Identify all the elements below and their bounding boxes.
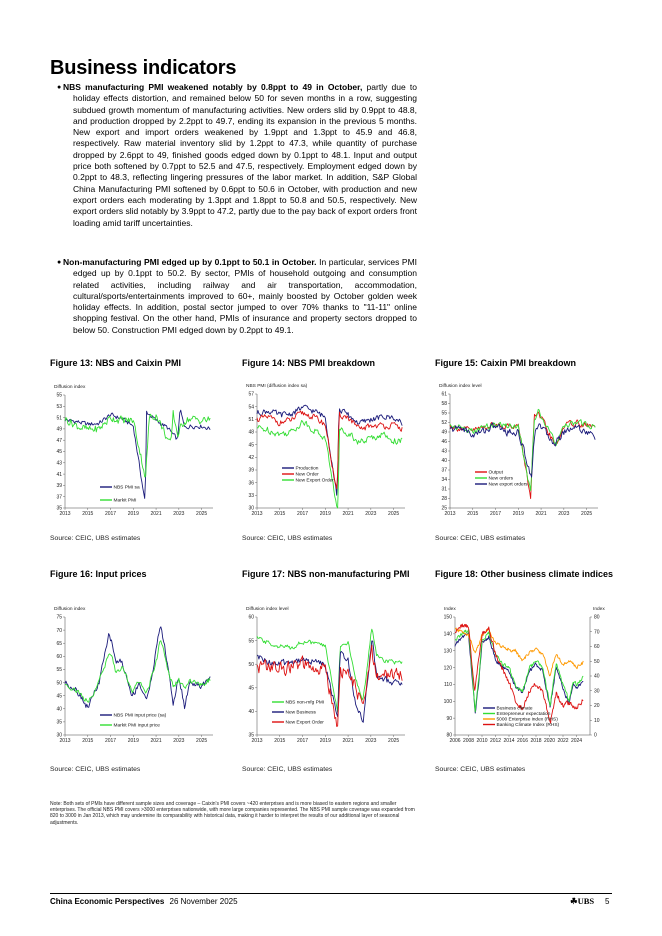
y2-tick-label: 80	[594, 614, 600, 621]
ubs-keys-icon: ☘	[570, 896, 578, 906]
y-tick-label: 140	[443, 631, 452, 638]
x-tick-label: 2023	[365, 738, 377, 744]
y-tick-label: 130	[443, 648, 452, 655]
y-tick-label: 54	[248, 404, 254, 411]
bullet-lead: Non-manufacturing PMI edged up by 0.1ppt to 50.1 in October.	[63, 257, 317, 267]
x-tick-label: 2017	[296, 738, 309, 744]
legend-label: Markit PMI	[113, 498, 137, 504]
y-tick-label: 50	[248, 661, 254, 668]
figure-15-chart	[435, 380, 605, 520]
x-tick-label: 2019	[319, 511, 331, 517]
y2-tick-label: 50	[594, 658, 600, 665]
y-tick-label: 60	[56, 654, 62, 661]
y2-tick-label: 0	[594, 732, 597, 739]
y-tick-label: 60	[248, 614, 254, 621]
y-tick-label: 47	[56, 437, 62, 444]
legend-label: Markit PMI input price	[113, 723, 160, 729]
x-tick-label: 2017	[104, 511, 117, 517]
y-tick-label: 42	[248, 455, 254, 462]
figure-15-source: Source: CEIC, UBS estimates	[435, 535, 526, 542]
y-tick-label: 50	[56, 680, 62, 687]
y-axis-label: Diffusion index level	[439, 384, 482, 389]
x-tick-label: 2015	[274, 738, 286, 744]
footer-rule	[50, 893, 612, 894]
y-tick-label: 100	[443, 698, 452, 705]
x-tick-label: 2020	[543, 738, 556, 744]
x-tick-label: 2024	[570, 738, 583, 744]
legend-label: New Export Order	[295, 478, 334, 484]
y-tick-label: 80	[446, 732, 452, 739]
series-line-nbs-pmi-input-price-sa-	[65, 627, 210, 709]
x-tick-label: 2010	[476, 738, 488, 744]
bullet-body: In particular, services PMI edged up by 0.1ppt to 50.2. By sector, PMIs of household outgoing and consumption related activities, including railway and air transportation, accommodation, cultural/sports/entertainments improved to 60+, mainly boosted by October golden week holiday effects. In addition, postal sector jumped to over 70% thanks to "11-11" online shopping festival. On the other hand, PMIs of insurance and property sectors dropped to below 50. Construction PMI edged down by 0.2ppt to 49.1.	[73, 257, 418, 335]
figure-16-title: Figure 16: Input prices	[50, 569, 147, 579]
series-line-new-order	[257, 411, 402, 489]
x-tick-label: 2023	[173, 511, 185, 517]
y-tick-label: 43	[56, 460, 62, 467]
y-tick-label: 33	[248, 493, 254, 500]
figure-17-source: Source: CEIC, UBS estimates	[242, 766, 333, 773]
x-tick-label: 2021	[535, 511, 547, 517]
x-tick-label: 2013	[59, 738, 71, 744]
y-tick-label: 49	[56, 426, 62, 433]
publication-name: China Economic Perspectives	[50, 897, 165, 906]
y-tick-label: 55	[56, 667, 62, 674]
figure-18-chart	[435, 601, 610, 747]
y-tick-label: 36	[248, 480, 254, 487]
x-tick-label: 2015	[82, 511, 94, 517]
y-tick-label: 120	[443, 665, 452, 672]
y-tick-label: 35	[56, 719, 62, 726]
x-tick-label: 2025	[196, 738, 208, 744]
y-tick-label: 35	[248, 732, 254, 739]
figure-13-title: Figure 13: NBS and Caixin PMI	[50, 358, 182, 368]
figure-13-source: Source: CEIC, UBS estimates	[50, 535, 141, 542]
x-tick-label: 2019	[512, 511, 524, 517]
x-tick-label: 2019	[127, 738, 139, 744]
legend-label: Entrepreneur expectation	[496, 712, 551, 718]
y-tick-label: 58	[441, 401, 447, 408]
x-tick-label: 2013	[59, 511, 71, 517]
page-number: 5	[605, 897, 610, 906]
y2-tick-label: 10	[594, 717, 600, 724]
legend-label: NBS non-mfg PMI	[285, 700, 325, 706]
figure-16-source: Source: CEIC, UBS estimates	[50, 766, 141, 773]
x-tick-label: 2008	[462, 738, 475, 744]
x-tick-label: 2015	[467, 511, 479, 517]
legend-label: NBS PMI sa	[113, 485, 140, 491]
x-tick-label: 2022	[557, 738, 569, 744]
legend-label: Production	[295, 466, 319, 472]
series-line-new-business	[257, 641, 402, 722]
y-tick-label: 49	[441, 429, 447, 436]
figure-16-chart	[50, 603, 220, 747]
bullet-nonmanufacturing-pmi	[57, 257, 417, 336]
x-tick-label: 2021	[150, 511, 162, 517]
y2-tick-label: 30	[594, 688, 600, 695]
figure-15-title: Figure 15: Caixin PMI breakdown	[435, 358, 577, 368]
x-tick-label: 2017	[489, 511, 502, 517]
x-tick-label: 2012	[489, 738, 502, 744]
y2-tick-label: 40	[594, 673, 600, 680]
y-tick-label: 61	[441, 391, 447, 398]
figure-17-chart	[242, 603, 412, 747]
figure-14-source: Source: CEIC, UBS estimates	[242, 535, 333, 542]
y-tick-label: 37	[56, 494, 62, 501]
y-axis-label: Diffusion index	[54, 607, 86, 612]
y-axis-label: Index	[444, 607, 456, 612]
series-line-5000-enterprise-index-rhs-	[455, 628, 583, 676]
y-tick-label: 55	[56, 392, 62, 399]
y-tick-label: 45	[248, 685, 254, 692]
x-tick-label: 2013	[251, 738, 263, 744]
bullet-lead: NBS manufacturing PMI weakened notably by 0.8ppt to 49 in October,	[63, 82, 363, 92]
y2-tick-label: 70	[594, 629, 600, 636]
x-tick-label: 2006	[449, 738, 461, 744]
series-line-new-orders	[450, 409, 595, 490]
legend-label: New Export Order	[285, 720, 324, 726]
series-line-new-export-order	[257, 421, 402, 508]
x-tick-label: 2025	[196, 511, 208, 517]
x-tick-label: 2015	[82, 738, 94, 744]
x-tick-label: 2016	[516, 738, 529, 744]
brand-name: UBS	[577, 896, 595, 906]
y-tick-label: 53	[56, 404, 62, 410]
x-tick-label: 2021	[342, 511, 354, 517]
x-tick-label: 2019	[319, 738, 331, 744]
x-tick-label: 2014	[503, 738, 515, 744]
x-tick-label: 2025	[388, 511, 400, 517]
bullet-manufacturing-pmi	[57, 82, 417, 229]
series-line-markit-pmi-input-price	[65, 641, 210, 702]
x-tick-label: 2013	[444, 511, 456, 517]
legend-label: New Business	[285, 710, 316, 716]
figure-18-title: Figure 18: Other business climate indices	[435, 569, 614, 579]
legend-label: New Order	[295, 472, 319, 478]
y-tick-label: 51	[248, 417, 254, 424]
x-tick-label: 2015	[274, 511, 286, 517]
y-tick-label: 31	[441, 486, 447, 493]
x-tick-label: 2025	[388, 738, 400, 744]
bullet-body: partly due to holiday effects distortion, and remained below 50 for seven months in a row, suggesting subdued growth momentum of manufacturing activities. New orders slid by 0.9ppt to 48.8, and production dropped by 2.2ppt to 49.7, ending its expansion in the previous 5 months. New export and import orders weakened by 1.9ppt and 1.3ppt to 45.9 and 46.8, respectively. Raw material inventory slid by 1.2ppt to 47.3, while quantity of purchase dropped by 2.6ppt to 49, finished goods edged down by 0.1ppt to 48.1. Input and output price both softened by 0.7ppt to 52.5 and 47.5, respectively. Employment edged down by 0.2ppt to 48.3, reflecting lingering pressures of the labor market. In addition, S&P Global China Manufacturing PMI softened by 0.6ppt to 50.6 in October, with production and new export orders each moderating by 1.3ppt and 1.8ppt to 50.8 and 50.5, respectively. New export orders slid notably by 3.9ppt to 47.2, partly due to the pay back of export orders front loading amid tariff uncertainties.	[73, 82, 417, 228]
legend-label: New orders	[488, 476, 514, 482]
x-tick-label: 2019	[127, 511, 139, 517]
figure-13-chart	[50, 380, 220, 520]
legend-label: Output	[488, 470, 503, 476]
figure-17-title: Figure 17: NBS non-manufacturing PMI	[242, 569, 410, 579]
y-tick-label: 150	[443, 614, 452, 621]
y-tick-label: 30	[248, 505, 254, 512]
y-tick-label: 110	[444, 682, 452, 689]
y-tick-label: 55	[248, 638, 254, 645]
y2-tick-label: 60	[594, 644, 600, 651]
y-tick-label: 52	[441, 420, 447, 427]
y-tick-label: 55	[441, 410, 447, 417]
figure-18-source: Source: CEIC, UBS estimates	[435, 766, 526, 773]
y-tick-label: 25	[441, 505, 447, 512]
y-axis-label: Diffusion index	[54, 385, 86, 390]
figure-14-title: Figure 14: NBS PMI breakdown	[242, 358, 376, 368]
ubs-logo	[570, 896, 594, 907]
legend-label: Business climate	[496, 706, 533, 712]
y-tick-label: 75	[56, 614, 62, 621]
x-tick-label: 2017	[104, 738, 117, 744]
legend-label: 5000 Enterprise index (RHS)	[496, 717, 558, 723]
y-tick-label: 35	[56, 505, 62, 512]
y-axis-label: Diffusion index level	[246, 607, 289, 612]
y-tick-label: 51	[56, 415, 62, 422]
y-tick-label: 41	[56, 471, 62, 478]
y-tick-label: 39	[56, 483, 62, 490]
figure-14-chart	[242, 380, 412, 520]
y-tick-label: 45	[248, 442, 254, 449]
y-tick-label: 90	[446, 715, 452, 722]
y-tick-label: 57	[248, 391, 254, 398]
x-tick-label: 2023	[365, 511, 377, 517]
y-tick-label: 40	[248, 709, 254, 716]
legend-label: New export orders	[488, 482, 528, 488]
legend-label: Banking Climate Index (RHS)	[496, 723, 560, 729]
y-tick-label: 30	[56, 732, 62, 739]
x-tick-label: 2021	[342, 738, 354, 744]
y-tick-label: 40	[56, 706, 62, 713]
series-line-markit-pmi	[65, 410, 210, 477]
x-tick-label: 2018	[530, 738, 542, 744]
x-tick-label: 2017	[296, 511, 309, 517]
x-tick-label: 2023	[173, 738, 185, 744]
y-tick-label: 65	[56, 640, 62, 647]
publication-date: 26 November 2025	[169, 897, 238, 906]
y2-tick-label: 20	[594, 703, 600, 710]
y-tick-label: 70	[56, 627, 62, 634]
y-tick-label: 28	[441, 496, 447, 503]
y2-axis-label: Index	[593, 607, 605, 612]
x-tick-label: 2023	[558, 511, 570, 517]
legend-label: NBS PMI input price (sa)	[113, 713, 167, 719]
x-tick-label: 2013	[251, 511, 263, 517]
series-line-entrepreneur-expectation	[455, 630, 583, 712]
y-tick-label: 34	[441, 477, 447, 484]
y-axis-label: NBS PMI (diffusion index sa)	[246, 384, 308, 389]
y-tick-label: 37	[441, 467, 447, 474]
footer-text	[50, 897, 238, 906]
section-title: Business indicators	[50, 57, 237, 79]
y-tick-label: 39	[248, 467, 254, 474]
methodology-note: Note: Both sets of PMIs have different sample sizes and coverage – Caixin's PMI covers ~420 enterprises and is more biased to eastern regions and smaller enterprises. The official NBS PMI covers >3000 enterprises nationwide, with more large companies represented. The NBS PMI sample coverage was expanded from 820 to 3000 in Jan 2013, which may undermine its comparability with historical data, making it harder to interpret the results of our additional layer of seasonal adjustments.	[50, 801, 415, 826]
y-tick-label: 43	[441, 448, 447, 455]
y-tick-label: 45	[56, 693, 62, 700]
y-tick-label: 45	[56, 449, 62, 456]
y-tick-label: 40	[441, 458, 447, 465]
x-tick-label: 2021	[150, 738, 162, 744]
y-tick-label: 46	[441, 439, 447, 446]
y-tick-label: 48	[248, 429, 254, 436]
x-tick-label: 2025	[581, 511, 593, 517]
